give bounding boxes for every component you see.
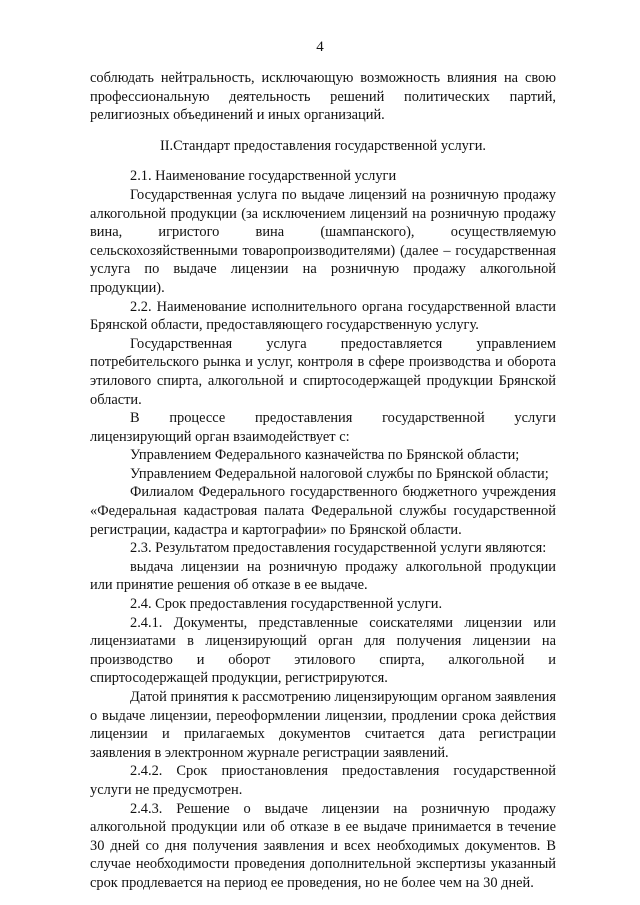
paragraph-2-1-body: Государственная услуга по выдаче лицензий на розничную продажу алкогольной продукции (за исключением лицензий на розничную продажу вина, игристого вина (шампанского), осуществляемую сельскохозяйственными товаропроизводителями) (далее – государственная услуга по выдаче лицензии на розничную продажу алкогольной продукции). bbox=[90, 186, 556, 296]
paragraph-treasury: Управлением Федерального казначейства по Брянской области; bbox=[130, 447, 520, 464]
document-body bbox=[90, 69, 556, 893]
section-heading: II.Стандарт предоставления государственной услуги. bbox=[159, 137, 487, 154]
paragraph-2-1-heading: 2.1. Наименование государственной услуги bbox=[130, 168, 397, 185]
paragraph-neutrality: соблюдать нейтральность, исключающую возможность влияния на свою профессиональную деятельность решений политических партий, религиозных объединений и иных организаций. bbox=[90, 70, 556, 124]
paragraph-tax-service: Управлением Федеральной налоговой службы по Брянской области; bbox=[130, 465, 549, 482]
paragraph-2-3-body: выдача лицензии на розничную продажу алкогольной продукции или принятие решения об отказе в ее выдаче. bbox=[90, 558, 556, 594]
paragraph-2-3-heading: 2.3. Результатом предоставления государственной услуги являются: bbox=[130, 540, 547, 557]
paragraph-2-2-body: Государственная услуга предоставляется управлением потребительского рынка и услуг, контроля в сфере производства и оборота этилового спирта, алкогольной и спиртосодержащей продукции Брянской области. bbox=[90, 335, 556, 408]
paragraph-interaction-intro: В процессе предоставления государственной услуги лицензирующий орган взаимодействует с: bbox=[90, 410, 556, 445]
paragraph-acceptance-date: Датой принятия к рассмотрению лицензирующим органом заявления о выдаче лицензии, переоформлении лицензии, продлении срока действия лицензии и прилагаемых документов считается дата регистрации заявления в электронном журнале регистрации заявлений. bbox=[90, 689, 556, 761]
paragraph-2-4-1: 2.4.1. Документы, представленные соискателями лицензии или лицензиатами в лицензирующий орган для получения лицензии на производство и оборот этилового спирта, алкогольной и спиртосодержащей продукции, регистрируются. bbox=[90, 614, 556, 687]
paragraph-2-4-2: 2.4.2. Срок приостановления предоставления государственной услуги не предусмотрен. bbox=[90, 763, 556, 798]
paragraph-2-4-3: 2.4.3. Решение о выдаче лицензии на розничную продажу алкогольной продукции или об отказе в ее выдаче принимается в течение 30 дней со дня получения заявления и всех необходимых документов. В случае необходимости проведения дополнительной экспертизы указанный срок продлевается на период ее проведения, но не более чем на 30 дней. bbox=[90, 800, 556, 891]
paragraph-2-4-heading: 2.4. Срок предоставления государственной услуги. bbox=[130, 596, 443, 613]
paragraph-cadastral: Филиалом Федерального государственного бюджетного учреждения «Федеральная кадастровая палата Федеральной службы государственной регистрации, кадастра и картографии» по Брянской области. bbox=[90, 484, 556, 538]
page-number: 4 bbox=[316, 39, 324, 55]
paragraph-2-2-heading: 2.2. Наименование исполнительного органа государственной власти Брянской области, предоставляющего государственную услугу. bbox=[90, 298, 556, 334]
